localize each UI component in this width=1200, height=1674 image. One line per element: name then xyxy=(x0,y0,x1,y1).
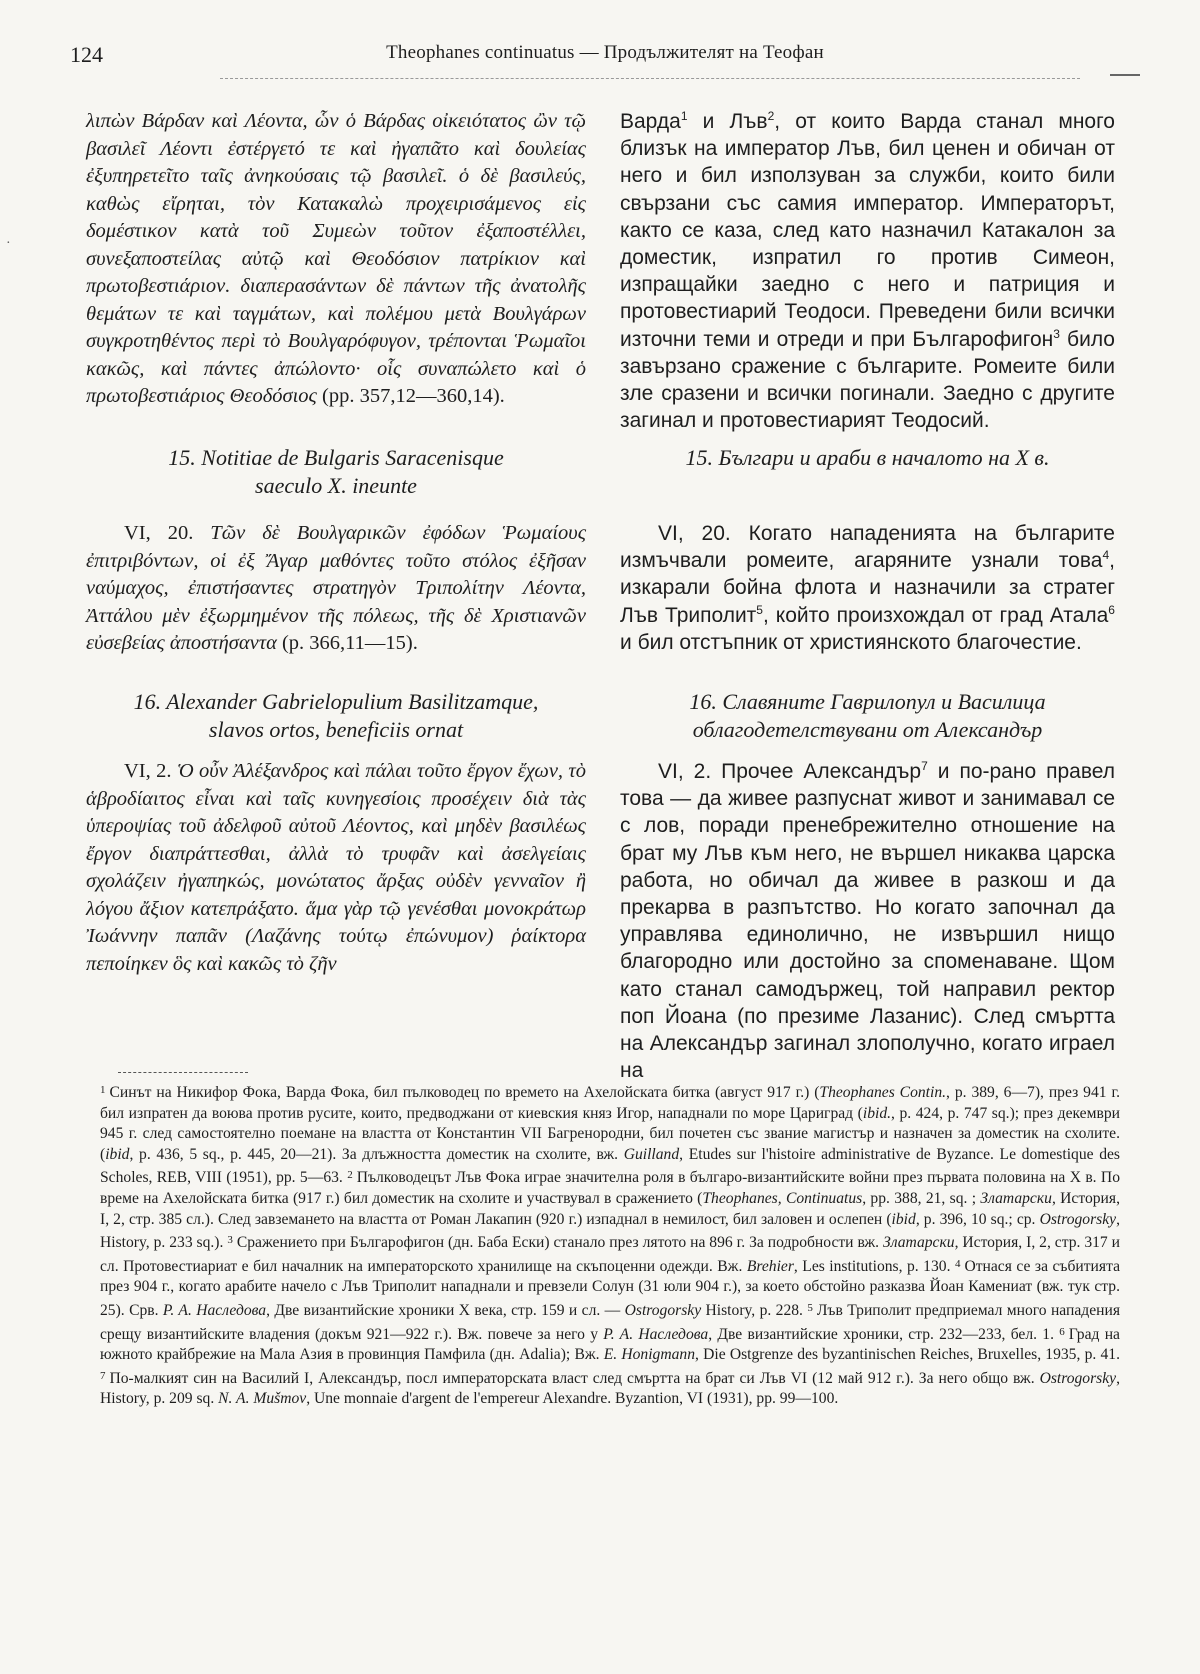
footnote-2: Пълководецът Лъв Фока играе значителна роля в българо-византийските войни през първата половина на X в. По време на Ахелойската битка (917 г.) бил доместик на схолите и участвувал в сражението (Theophanes, Continuatus, pp. 388, 21, sq. ; Златарски, История, I, 2, стр. 385 сл.). След завземането на властта от Роман Лакапин (920 г.) изпаднал в немилост, бил заловен и ослепен (ibid, p. 396, 10 sq.; ср. Ostrogorsky, History, p. 233 sq.). xyxy=(100,1169,1120,1252)
footnote-number-3: 3 xyxy=(227,1234,233,1247)
footnote-ref-3: 3 xyxy=(1053,326,1060,341)
greek-paragraph-1: λιπὼν Βάρδαν καὶ Λέοντα, ὧν ὁ Βάρδας οἰκειότατος ὢν τῷ βασιλεῖ Λέοντι ἐστέργετό τε καὶ ἠγαπᾶτο καὶ δουλείας ἐξυπηρετεῖτο ταῖς ἀνηκούσαις τῷ βασιλεῖ. ὁ δὲ βασιλεύς, καθὼς εἴρηται, τὸν Κατακαλὼ προχειρισάμενος εἰς δομέστικον κατὰ τοῦ Συμεὼν τοῦτον ἐξαποστέλλει, συνεξαποστείλας αὐτῷ καὶ Θεοδόσιον πατρίκιον καὶ πρωτοβεστιάριον. διαπερασάντων δὲ πάντων τῆς ἀνατολῆς θεμάτων τε καὶ ταγμάτων, καὶ πολέμου μετὰ Βουλγάρων συγκροτηθέντος περὶ τὸ Βουλγαρόφυγον, τρέπονται Ῥωμαῖοι κακῶς, καὶ πάντες ἀπώλοντο· οἷς συναπώλετο καὶ ὁ πρωτοβεστιάριος Θεοδόσιος (pp. 357,12—360,14). xyxy=(86,110,586,407)
footnote-ref-2: 2 xyxy=(767,109,775,123)
greek-section-16-text: VI, 2. Ὁ οὖν Ἀλέξανδρος καὶ πάλαι τοῦτο ἔργον ἔχων, τὸ ἁβροδίαιτος εἶναι καὶ ταῖς κυνηγεσίοις προσέχειν διὰ τὰς ὑπεροψίας τοῦ ἀδελφοῦ αὐτοῦ Λέοντος, καὶ μηδὲν βασιλέως ἔργον διαπράττεσθαι, ἀλλὰ τὸ τρυφᾶν καὶ ἀσελγείαις σχολάζειν ἠγαπηκώς, μονώτατος ἄρξας οὐδὲν γενναῖον ἢ λόγου ἄξιον κατεπράξατο. ἅμα γὰρ τῷ γενέσθαι μονοκράτωρ Ἰωάννην παπᾶν (Λαζάνης τούτῳ ἐπώνυμον) ῥαίκτορα πεποίηκεν ὃς καὶ κακῶς τὸ ζῆν xyxy=(86,760,586,975)
greek-section-15-title: 15. Notitiae de Bulgaris Saracenisque saeculo X. ineunte xyxy=(168,445,504,498)
bulgarian-paragraph-1: Варда$^1$ и Лъв$^2$, от които Варда станал много близък на император Лъв, бил ценен и обичан от него и бил използуван за служби, които били свързани със самия император. Императорът, както се каза, след като назначил Катакалон за доместик, изпратил го против Симеон, изпращайки заедно с него и патриция и протовестиарий Теодоси. Преведени били всички източни теми и отреди и при Българофигон$^3$ било завързано сражение с българите. Ромеите били зле сразени и всички погинали. Заедно с другите загинал и протовестиарият Теодосий. xyxy=(620,109,1115,433)
footnote-number-2: 2 xyxy=(347,1169,353,1182)
footnote-ref-7: 7 xyxy=(921,759,928,773)
footnotes xyxy=(100,1080,1120,1410)
footnote-number-1: 1 xyxy=(100,1084,106,1096)
header-rule xyxy=(220,78,1080,79)
bulgarian-section-16-title: 16. Славяните Гаврилопул и Василица облагодетелствувани от Александър xyxy=(689,689,1046,742)
margin-mark: · xyxy=(6,236,11,251)
bulgarian-section-15-text: VI, 20. Когато нападенията на българите измъчвали ромеите, агаряните узнали това$^4$, изкарали бойна флота и назначили за стратег Лъв Триполит$^5$, който произхождал от град Атала$^6$ и бил отстъпник от християнското благочестие. xyxy=(620,522,1115,654)
page-header xyxy=(70,38,1140,78)
footnote-ref-4: 4 xyxy=(1102,548,1110,563)
running-title: Theophanes continuatus — Продължителят на Теофан xyxy=(386,42,824,63)
footnote-ref-1: 1 xyxy=(680,109,688,123)
greek-section-15-text: VI, 20. Τῶν δὲ Βουλγαρικῶν ἐφόδων Ῥωμαίους ἐπιτριβόντων, οἱ ἐξ Ἄγαρ μαθόντες τοῦτο στόλος ἐξῆσαν ναύμαχος, ἐπιστήσαντες στρατηγὸν Τριπολίτην Λέοντα, Ἀττάλου μὲν ἐξωρμημένον τῆς πόλεως, τῆς δὲ Χριστιανῶν εὐσεβείας ἀποστήσαντα (p. 366,11—15). xyxy=(86,522,587,654)
footnote-ref-5: 5 xyxy=(756,602,763,617)
footnote-3: Сражението при Българофигон (дн. Баба Ески) станало през лятото на 896 г. За подробности вж. Златарски, История, I, 2, стр. 317 и сл. Протовестиариат е бил началник на императорското хранилище на скъпоценни одежди. Вж. Brehier, Les institutions, p. 130. xyxy=(100,1234,1120,1275)
footnote-ref-6: 6 xyxy=(1108,602,1115,617)
greek-section-16-title: 16. Alexander Gabrielopulium Basilitzamque, slavos ortos, beneficiis ornat xyxy=(133,689,539,742)
footnote-5: Лъв Триполит предприемал много нападения срещу византийските владения (докъм 921—922 г.). Вж. повече за него у P. A. Наследова, Две византийские хроники, стр. 232—233, бел. 1. xyxy=(100,1301,1120,1343)
bulgarian-section-16-text: VI, 2. Прочее Александър$^7$ и по-рано правел това — да живее разпуснат живот и занимавал се с лов, поради пренебрежително отношение на брат му Лъв към него, не вършел никаква царска работа, но обичал да живее в разкош и да прекарва в разпътство. Но когато започнал да управлява единолично, не извършил нищо благородно или достойно за споменаване. Щом като станал самодържец, той направил ректор поп Йоана (по презиме Лазанис). След смъртта на Александър загинал злополучно, когато играел на xyxy=(620,759,1115,1083)
footnote-1: Синът на Никифор Фока, Варда Фока, бил пълководец по времето на Ахелойската битка (август 917 г.) (Theophanes Contin., p. 389, 6—7), през 941 г. бил изпратен да воюва против русите, които, предводжани от киевския княз Игор, нападнали по море Цариград (ibid., p. 424, p. 747 sq.); през декември 945 г. след самостоятелно поемане на властта от Константин VII Багренородни, бил почетен със звание магистър и назначен за доместик на схолите. (ibid, p. 436, 5 sq., p. 445, 20—21). За длъжността доместик на схолите, вж. Guilland, Etudes sur l'histoire administrative de Byzance. Le domestique des Scholes, REB, VIII (1951), pp. 5—63. xyxy=(100,1084,1120,1187)
footnote-6: Град на южното крайбрежие на Мала Азия в провинция Памфила (дн. Adalia); Вж. E. Honigmann, Die Ostgrenze des byzantinischen Reiches, Bruxelles, 1935, p. 41. xyxy=(100,1325,1120,1364)
bulgarian-section-15-title: 15. Българи и араби в началото на X в. xyxy=(685,445,1050,470)
greek-reference-1: (pp. 357,12—360,14). xyxy=(322,385,505,407)
footnote-number-4: 4 xyxy=(954,1257,961,1270)
footnote-number-6: 6 xyxy=(1059,1325,1065,1338)
footnote-number-5: 5 xyxy=(807,1301,813,1314)
footnote-4: Отнася се за събитията през 904 г., когато арабите начело с Лъв Триполит нападнали и превзели Солун (31 юли 904 г.), за което обстойно разказва Йоан Камениат (вж. тук стр. 25). Срв. P. A. Наследова, Две византийские хроники X века, стр. 159 и сл. — Ostrogorsky History, p. 228. xyxy=(100,1257,1120,1319)
footnote-number-7: 7 xyxy=(100,1369,106,1382)
footnote-7: По-малкият син на Василий I, Александър, посл императорската власт след смъртта на брат си Лъв VI (12 май 912 г.). За него общо вж. Ostrogorsky, History, p. 209 sq. N. A. Mušmov, Une monnaie d'argent de l'empereur Alexandre. Byzantion, VI (1931), pp. 99—100. xyxy=(100,1369,1120,1408)
footnote-rule xyxy=(118,1072,248,1073)
header-rule-right xyxy=(1110,74,1140,76)
greek-reference-15: (p. 366,11—15). xyxy=(281,632,418,654)
page-number: 124 xyxy=(70,42,103,67)
